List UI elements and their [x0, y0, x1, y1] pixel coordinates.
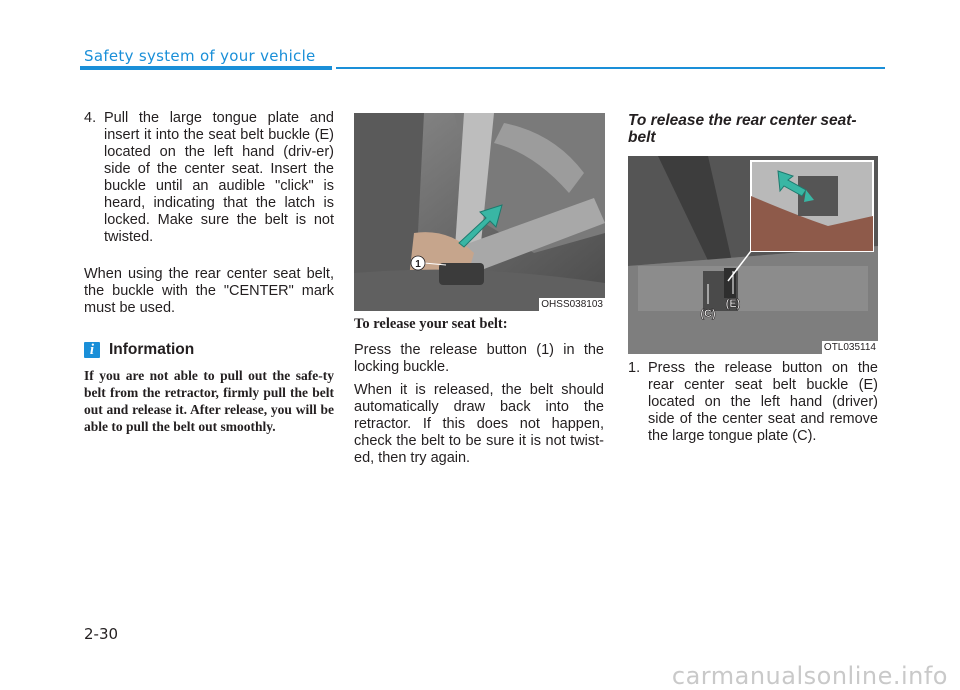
step-4: [84, 110, 334, 246]
buckle-illustration: [354, 113, 605, 311]
figure-code: OHSS038103: [541, 299, 603, 310]
figure-buckle-photo: [354, 113, 605, 311]
figure-code: OTL035114: [823, 342, 876, 353]
figure-rear-buckle-photo: [628, 156, 878, 354]
label-c: (C): [700, 308, 716, 320]
step-number: 1.: [628, 360, 641, 376]
header-rule-thick: [80, 66, 332, 70]
center-belt-paragraph: When using the rear center seat belt, the buckle with the "CENTER" mark must be used.: [84, 266, 334, 316]
page-number: 2-30: [84, 625, 119, 643]
section-title: Safety system of your vehicle: [84, 47, 316, 65]
column-1: [84, 110, 334, 435]
header-rule-thin: [336, 67, 885, 69]
column-2: [354, 316, 604, 467]
information-text: If you are not able to pull out the safe-ty belt from the retractor, firmly pull the belt out and release it. After release, you will be able to pull the belt out smoothly.: [84, 368, 334, 434]
step-number: 4.: [84, 110, 97, 126]
information-title: Information: [109, 341, 195, 358]
step-text: Press the release button on the rear center seat belt buckle (E) located on the left hand (driver) side of the center seat and remove the large tongue plate (C).: [648, 360, 878, 444]
release-paragraph-2: When it is released, the belt should automatically draw back into the retractor. If this does not happen, check the belt to be sure it is not twist-ed, then try again.: [354, 382, 604, 466]
callout-1: 1: [415, 259, 421, 270]
step-1: [628, 360, 878, 445]
rear-center-release-heading: To release the rear center seat-belt: [628, 112, 857, 146]
column-3-step: [628, 360, 878, 445]
rear-buckle-illustration: [628, 156, 878, 354]
release-heading: To release your seat belt:: [354, 316, 508, 332]
information-icon: i: [84, 342, 100, 358]
information-heading: [84, 341, 334, 359]
label-e: (E): [725, 298, 741, 310]
watermark: carmanualsonline.info: [671, 662, 948, 690]
release-paragraph-1: Press the release button (1) in the locking buckle.: [354, 342, 604, 375]
step-text: Pull the large tongue plate and insert it into the seat belt buckle (E) located on the left hand (driv-er) side of the center seat. Insert the buckle until an audible "click" is heard, indicating that the latch is locked. Make sure the belt is not twisted.: [104, 110, 334, 245]
